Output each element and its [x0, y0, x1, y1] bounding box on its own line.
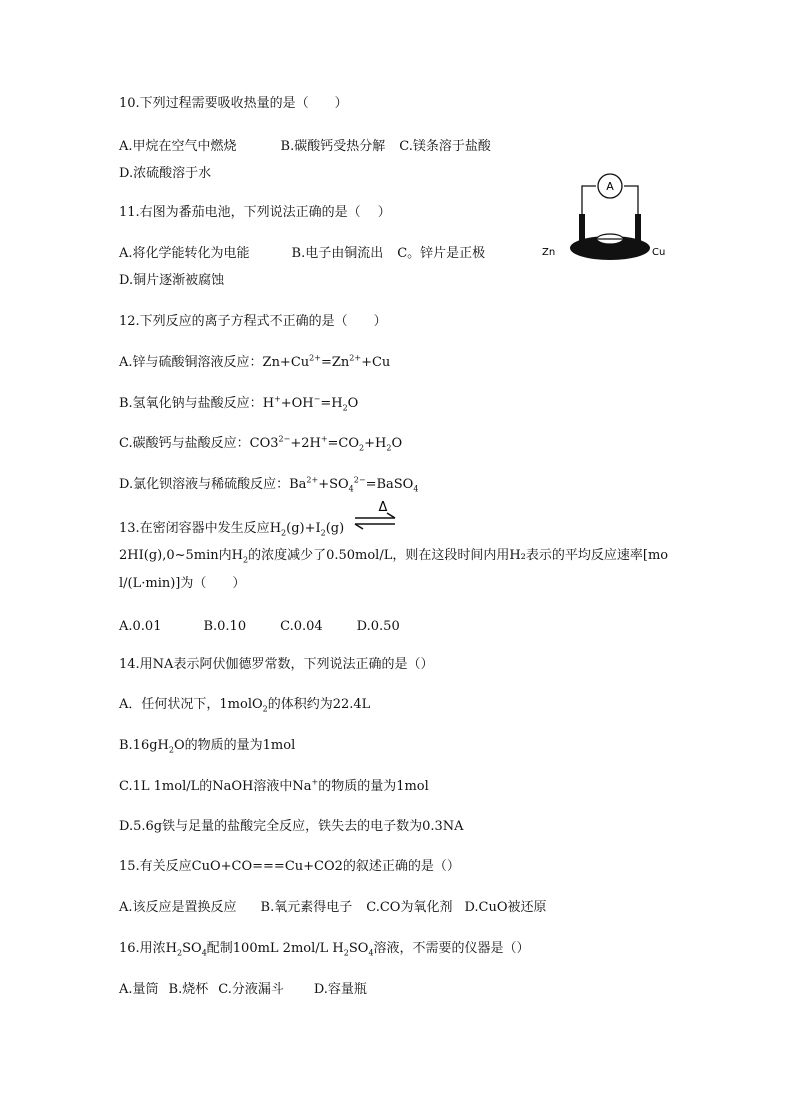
q15-options: [119, 900, 547, 916]
q11-options: [119, 246, 485, 262]
q14-option-b-tail: O的物质的量为1mol: [173, 738, 296, 753]
q13-line-2-lead: 2HI(g),0~5min内H: [119, 548, 243, 563]
q12-option-b-equation: $H^++OH^-=H_2O$: [262, 394, 359, 413]
q13-options: [119, 619, 400, 635]
q13-option-b: B.0.10: [203, 619, 247, 634]
q12-option-d-equation: $Ba^{2+}+SO_4^{2-}=BaSO_4$: [289, 475, 419, 494]
q14-option-c-tail: 的物质的量为1mol: [318, 779, 429, 794]
q14-option-b: $B.16gH_2O$的物质的量为1mol: [119, 738, 296, 755]
q10-option-b: B.碳酸钙受热分解: [280, 139, 386, 154]
wire-right: [624, 186, 638, 214]
q11-option-b: B.电子由铜流出: [291, 246, 384, 261]
q11-stem: 11.右图为番茄电池，下列说法正确的是（ ）: [119, 205, 391, 220]
q11-option-a: A.将化学能转化为电能: [119, 246, 250, 261]
q11-option-d: D.铜片逐渐被腐蚀: [119, 273, 225, 288]
q12-option-d: [119, 477, 418, 493]
q11-option-c: C。锌片是正极: [397, 246, 486, 261]
q15-option-a: A.该反应是置换反应: [119, 900, 237, 915]
cu-label: Cu: [652, 247, 666, 258]
q13-line-3: l/(L·min)]为（ ）: [119, 576, 246, 591]
q16-stem-lead: 16.用浓H: [119, 941, 178, 956]
q12-option-c-equation: $CO3^{2-}+2H^+=CO_2+H_2O$: [249, 434, 403, 453]
q10-option-c: C.镁条溶于盐酸: [399, 139, 491, 154]
q10-option-a: A.甲烷在空气中燃烧: [119, 139, 237, 154]
q14-option-c-lead: C.1L 1mol/L的NaOH溶液中Na: [119, 779, 312, 794]
q16-stem-mid2: 配制100mL 2mol/L H: [206, 941, 344, 956]
q12-stem: 12.下列反应的离子方程式不正确的是（ ）: [119, 314, 387, 329]
q16-stem: 16.用浓$H_2SO_4$配制100mL 2mol/L $H_2SO_4$溶液，不需要的仪器是（）: [119, 941, 530, 958]
q12-option-b: [119, 396, 358, 412]
q14-option-c: C.1L 1mol/L的NaOH溶液中Na+的物质的量为1mol: [119, 777, 429, 794]
q13-option-d: D.0.50: [356, 619, 400, 634]
q16-stem-mid1: SO: [182, 941, 202, 956]
q10-options: [119, 139, 491, 155]
q12-option-b-text: B.氢氧化钠与盐酸反应：: [119, 396, 263, 411]
q12-option-a-text: A.锌与硫酸铜溶液反应：: [119, 355, 263, 370]
q16-options: [119, 982, 367, 998]
q13-stem-text: 13.在密闭容器中发生反应: [119, 521, 270, 536]
q14-option-a-tail: 的体积约为22.4L: [267, 697, 371, 712]
q13-line-2-tail: 的浓度减少了0.50mol/L，则在这段时间内用H₂表示的平均反应速率[mo: [248, 548, 669, 563]
q16-option-d: D.容量瓶: [313, 982, 367, 997]
q15-option-d: D.CuO被还原: [464, 900, 547, 915]
q13-reaction: $H_2(g)+I_2(g)$: [269, 521, 345, 538]
q16-option-b: B.烧杯: [168, 982, 209, 997]
q14-option-b-lead: B.16gH: [119, 738, 169, 753]
q14-option-a-lead: A．任何状况下，1molO: [119, 697, 263, 712]
q15-stem: 15.有关反应CuO+CO===Cu+CO2的叙述正确的是（）: [119, 859, 460, 874]
wire-left: [582, 186, 596, 214]
heating-symbol: Δ: [378, 500, 388, 515]
q10-option-d: D.浓硫酸溶于水: [119, 166, 212, 181]
q16-option-a: A.量筒: [119, 982, 159, 997]
q12-option-a: [119, 355, 390, 371]
q13-option-a: A.0.01: [119, 619, 162, 634]
q13-stem: [119, 521, 344, 537]
q12-option-c: [119, 436, 402, 452]
q15-option-c: C.CO为氧化剂: [366, 900, 453, 915]
q12-option-c-text: C.碳酸钙与盐酸反应：: [119, 436, 250, 451]
ammeter-symbol: A: [606, 180, 614, 193]
q12-option-a-equation: $Zn+Cu^{2+}=Zn^{2+}+Cu$: [262, 353, 391, 370]
q10-stem: 10.下列过程需要吸收热量的是（ ）: [119, 96, 348, 111]
q14-option-a: A．任何状况下，1molO$_2$的体积约为22.4L: [119, 697, 371, 714]
q16-stem-mid3: SO: [348, 941, 369, 956]
equilibrium-arrow-icon: [353, 498, 397, 532]
q13-option-c: C.0.04: [280, 619, 323, 634]
q16-option-c: C.分液漏斗: [218, 982, 284, 997]
q14-option-d: D.5.6g铁与足量的盐酸完全反应，铁失去的电子数为0.3NA: [119, 819, 464, 834]
tomato-battery-figure: [538, 172, 678, 262]
q12-option-d-text: D.氯化钡溶液与稀硫酸反应：: [119, 477, 290, 492]
q16-stem-tail: 溶液，不需要的仪器是（）: [373, 941, 530, 956]
zn-label: Zn: [542, 247, 556, 258]
q14-stem: 14.用NA表示阿伏伽德罗常数，下列说法正确的是（）: [119, 657, 434, 672]
q13-line-2: 2HI(g),0~5min内$H_2$的浓度减少了0.50mol/L，则在这段时间内用H₂表示的平均反应速率[mo: [119, 548, 669, 565]
q15-option-b: B.氧元素得电子: [260, 900, 353, 915]
